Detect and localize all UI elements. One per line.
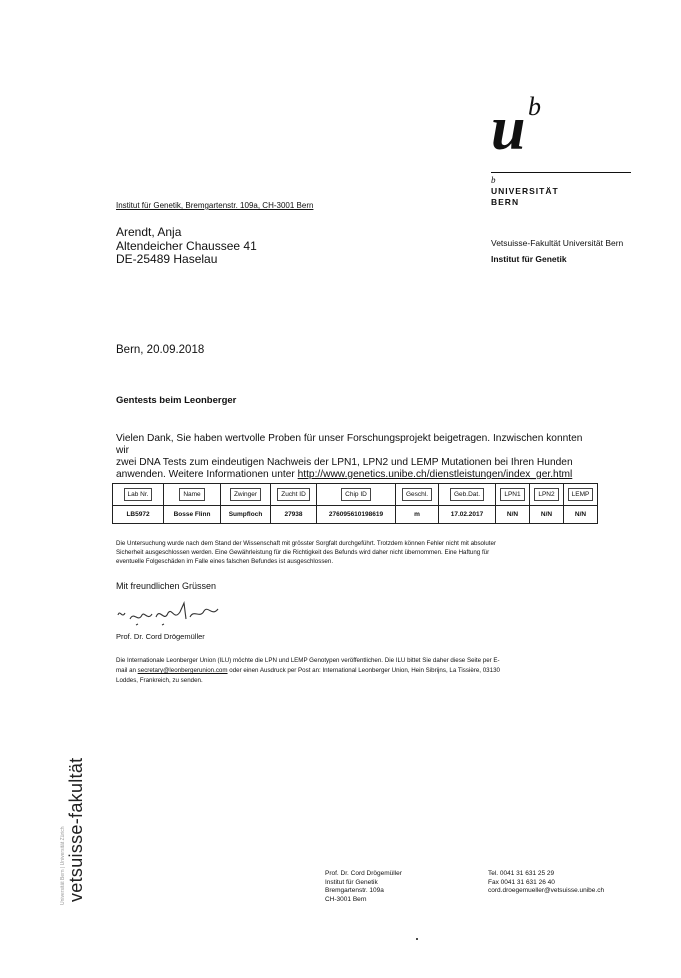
logo-divider [491, 172, 631, 173]
table-cell: 276095610198619 [317, 506, 396, 524]
footer-address [325, 870, 402, 904]
results-table [112, 483, 598, 524]
header-cell: Geschl. [396, 484, 439, 506]
letter-body [116, 433, 586, 481]
table-cell: 27938 [271, 506, 317, 524]
university-name [491, 186, 559, 208]
faculty-name: Vetsuisse-Fakultät Universität Bern [491, 238, 624, 248]
ilu-email-link[interactable]: secretary@leonbergerunion.com [137, 666, 228, 674]
footer-address-line: Institut für Genetik [325, 878, 378, 886]
table-cell: 17.02.2017 [439, 506, 496, 524]
recipient-name: Arendt, Anja [116, 225, 182, 239]
body-line-3-text: anwenden. Weitere Informationen unter [116, 469, 298, 480]
header-cell: Geb.Dat. [439, 484, 496, 506]
header-cell: Lab Nr. [113, 484, 164, 506]
body-line-2: zwei DNA Tests zum eindeutigen Nachweis der LPN1, LPN2 und LEMP Mutationen bei Ihren Hunden [116, 457, 573, 468]
body-line-3 [116, 469, 586, 481]
footer-address-line: Bremgartenstr. 109a [325, 887, 384, 895]
table-cell: N/N [496, 506, 530, 524]
university-logo-b: b [528, 92, 541, 121]
footer-phone: Tel. 0041 31 631 25 29 [488, 870, 555, 877]
sender-address-line: Institut für Genetik, Bremgartenstr. 109a, CH-3001 Bern [116, 201, 314, 210]
body-line-1: Vielen Dank, Sie haben wertvolle Proben für unser Forschungsprojekt beigetragen. Inzwischen konnten wir [116, 433, 583, 456]
disclaimer-line-2: Sicherheit ausgeschlossen werden. Eine Gewährleistung für die Richtigkeit des Befunds wird daher nicht übernommen. Eine Haftung für [116, 549, 490, 556]
logo-small-b: b [491, 175, 496, 185]
university-name-line2: BERN [491, 197, 520, 207]
recipient-city: DE-25489 Haselau [116, 252, 218, 266]
footer-contact [488, 870, 604, 896]
footer-fax: Fax 0041 31 631 26 40 [488, 878, 555, 886]
footer-address-line: Prof. Dr. Cord Drögemüller [325, 870, 402, 877]
university-logo-u: u [491, 95, 526, 163]
table-cell: N/N [564, 506, 598, 524]
university-name-line1: UNIVERSITÄT [491, 186, 559, 196]
vertical-universities-text: Universität Bern | Universität Zürich [60, 826, 66, 905]
handwritten-signature [114, 597, 224, 631]
faculty-block [491, 235, 623, 267]
ilu-note-line-2-suffix: oder einen Ausdruck per Post an: International Leonberger Union, Hein Sibrijns, La Tissière, 03130 [227, 666, 500, 674]
recipient-street: Altendeicher Chaussee 41 [116, 238, 257, 253]
header-cell: Chip ID [317, 484, 396, 506]
header-cell: Zwinger [221, 484, 271, 506]
disclaimer [116, 539, 596, 566]
table-cell: LB5972 [113, 506, 164, 524]
table-cell: m [396, 506, 439, 524]
recipient-address [116, 226, 257, 267]
ilu-note-line-2 [116, 666, 596, 676]
institute-name: Institut für Genetik [491, 254, 567, 264]
disclaimer-line-3: eventuelle Folgeschäden im Falle eines falschen Befundes ist ausgeschlossen. [116, 558, 334, 565]
ilu-note [116, 656, 596, 685]
ilu-note-line-1: Die Internationale Leonberger Union (ILU) möchte die LPN und LEMP Genotypen veröffentlichen. Die ILU bittet Sie daher diese Seite per E- [116, 657, 500, 664]
letter-subject: Gentests beim Leonberger [116, 395, 237, 406]
header-cell: LPN2 [530, 484, 564, 506]
table-cell: N/N [530, 506, 564, 524]
table-header-row [113, 484, 598, 506]
footer-address-line: CH-3001 Bern [325, 895, 367, 903]
disclaimer-line-1: Die Untersuchung wurde nach dem Stand der Wissenschaft mit grösster Sorgfalt durchgeführt. Trotzdem können Fehler nicht mit absoluter [116, 540, 497, 547]
ilu-note-line-2-prefix: mail an [116, 666, 138, 674]
header-cell: Name [164, 484, 221, 506]
ilu-note-line-3: Loddes, Frankreich, zu senden. [116, 676, 203, 684]
table-cell: Bosse Flinn [164, 506, 221, 524]
header-cell: Zucht ID [271, 484, 317, 506]
header-cell: LEMP [564, 484, 598, 506]
genetics-info-link[interactable]: http://www.genetics.unibe.ch/dienstleistungen/index_ger.html [297, 469, 573, 480]
scan-speck [416, 938, 418, 940]
letter-date: Bern, 20.09.2018 [116, 344, 205, 356]
header-cell: LPN1 [496, 484, 530, 506]
table-cell: Sumpfloch [221, 506, 271, 524]
footer-email[interactable]: cord.droegemueller@vetsuisse.unibe.ch [488, 887, 605, 895]
table-row [113, 506, 598, 524]
signer-name: Prof. Dr. Cord Drögemüller [116, 632, 205, 641]
vertical-faculty-wordmark: vetsuisse-fakultät [66, 757, 86, 902]
closing-greeting: Mit freundlichen Grüssen [116, 581, 217, 591]
